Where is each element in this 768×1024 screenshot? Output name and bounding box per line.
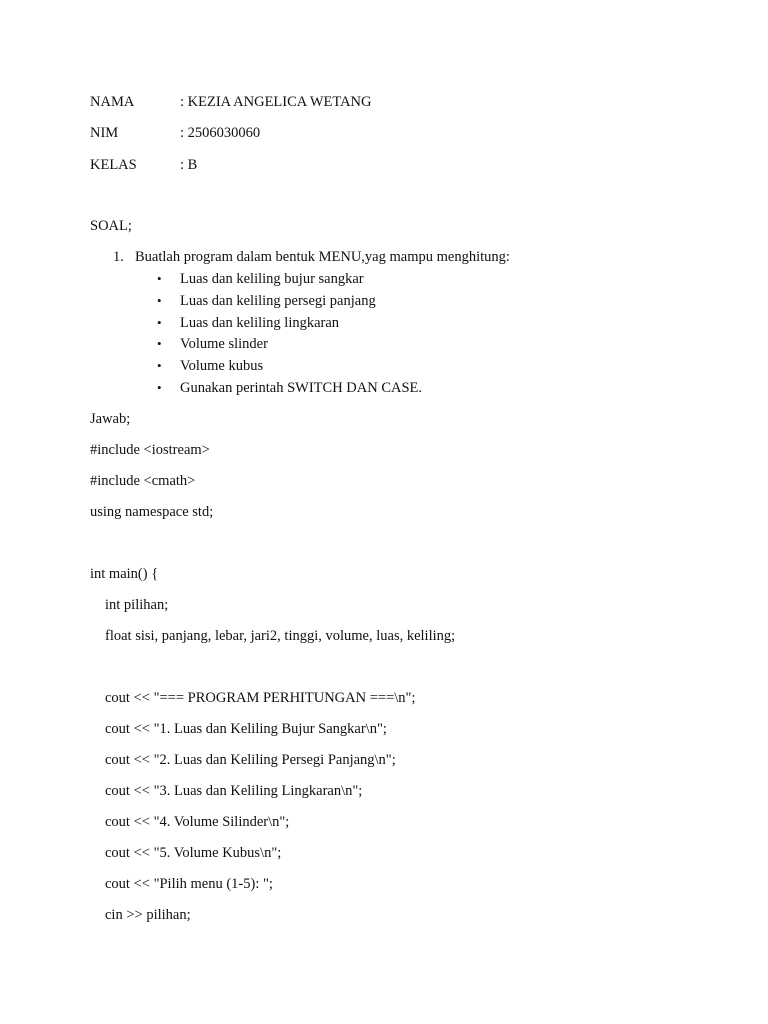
question-text: Buatlah program dalam bentuk MENU,yag mampu menghitung: [135,249,510,265]
code-line: cout << "2. Luas dan Keliling Persegi Panjang\n"; [105,752,396,768]
bullet-icon: • [157,358,162,373]
question-number: 1. [113,249,124,265]
list-item: Luas dan keliling bujur sangkar [180,271,364,287]
name-value: : KEZIA ANGELICA WETANG [180,94,372,110]
code-line: #include <cmath> [90,473,196,489]
nim-label: NIM [90,125,119,141]
code-line: cout << "1. Luas dan Keliling Bujur Sangkar\n"; [105,721,387,737]
jawab-heading: Jawab; [90,411,131,427]
bullet-icon: • [157,271,162,286]
code-line: cout << "Pilih menu (1-5): "; [105,876,273,892]
code-line: int pilihan; [105,597,169,613]
bullet-icon: • [157,315,162,330]
kelas-value: : B [180,157,198,173]
bullet-icon: • [157,293,162,308]
list-item: Volume slinder [180,336,268,352]
list-item: Luas dan keliling lingkaran [180,315,340,331]
code-line: using namespace std; [90,504,214,520]
list-item: Gunakan perintah SWITCH DAN CASE. [180,380,423,396]
list-item: Luas dan keliling persegi panjang [180,293,376,309]
bullet-icon: • [157,336,162,351]
bullet-icon: • [157,380,162,395]
list-item: Volume kubus [180,358,264,374]
kelas-label: KELAS [90,157,137,173]
code-line: cout << "=== PROGRAM PERHITUNGAN ===\n"; [105,690,416,706]
soal-heading: SOAL; [90,218,132,234]
code-line: int main() { [90,566,159,582]
code-line: cout << "3. Luas dan Keliling Lingkaran\n"; [105,783,363,799]
nim-value: : 2506030060 [180,125,261,141]
name-label: NAMA [90,94,135,110]
code-line: #include <iostream> [90,442,210,458]
code-line: float sisi, panjang, lebar, jari2, tinggi, volume, luas, keliling; [105,628,456,644]
code-line: cout << "5. Volume Kubus\n"; [105,845,282,861]
code-line: cout << "4. Volume Silinder\n"; [105,814,290,830]
code-line: cin >> pilihan; [105,907,191,923]
